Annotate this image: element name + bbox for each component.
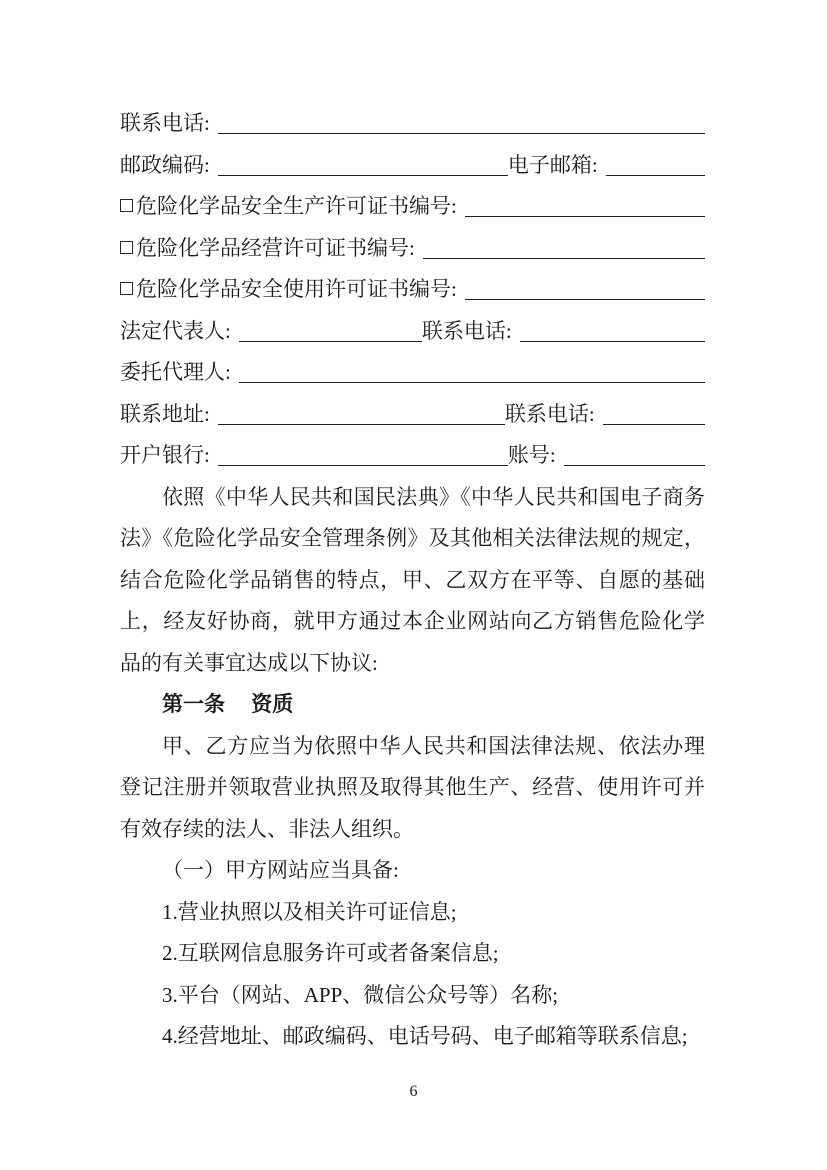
list-item: 1.营业执照以及相关许可证信息; (162, 899, 457, 924)
section-number: 第一条 (162, 692, 225, 716)
field-label: 委托代理人: (120, 360, 231, 384)
blank-line[interactable] (423, 258, 705, 259)
blank-line[interactable] (218, 133, 705, 134)
form-row-agent (120, 352, 705, 394)
form-row-address-phone (120, 394, 705, 436)
blank-line[interactable] (606, 175, 705, 176)
form-row-use-license (120, 269, 705, 311)
field-label: 账号: (507, 443, 556, 467)
blank-line[interactable] (218, 465, 508, 466)
blank-line[interactable] (465, 299, 705, 300)
field-label: 电子邮箱: (507, 152, 598, 177)
field-label: 法定代表人: (120, 318, 231, 343)
checkbox[interactable] (120, 241, 133, 254)
list-item: 2.互联网信息服务许可或者备案信息; (162, 941, 499, 965)
blank-line[interactable] (218, 424, 505, 425)
blank-line[interactable] (218, 175, 508, 176)
field-label: 开户银行: (120, 443, 210, 467)
field-label: 联系地址: (120, 401, 210, 426)
checkbox[interactable] (120, 199, 133, 212)
form-row-operation-license (120, 228, 705, 270)
form-row-production-license (120, 186, 705, 228)
section-heading (120, 684, 705, 726)
form-row-bank-account (120, 435, 705, 477)
blank-line[interactable] (239, 382, 705, 383)
blank-line[interactable] (564, 465, 705, 466)
section-title: 资质 (251, 692, 294, 716)
page-number: 6 (409, 1083, 418, 1100)
intro-paragraph: 依照《中华人民共和国民法典》《中华人民共和国电子商务法》《危险化学品安全管理条例》及其他相关法律法规的规定，结合危险化学品销售的特点，甲、乙双方在平等、自愿的基础上，经友好协商，就甲方通过本企业网站向乙方销售危险化学品的有关事宜达成以下协议: (120, 484, 705, 675)
page-content (120, 103, 705, 1058)
field-label: 联系电话: (504, 401, 595, 426)
field-label: 危险化学品安全生产许可证书编号: (136, 194, 457, 218)
blank-line[interactable] (520, 341, 705, 342)
blank-line[interactable] (465, 216, 705, 217)
blank-line[interactable] (603, 424, 705, 425)
section-paragraph: 甲、乙方应当为依照中华人民共和国法律法规、依法办理登记注册并领取营业执照及取得其他生产、经营、使用许可并有效存续的法人、非法人组织。 (120, 733, 705, 841)
field-label: 联系电话: (421, 318, 512, 343)
form-row-phone (120, 103, 705, 145)
list-item: （一）甲方网站应当具备: (162, 858, 399, 882)
list-item: 3.平台（网站、APP、微信公众号等）名称; (162, 982, 559, 1007)
field-label: 联系电话: (120, 111, 210, 135)
blank-line[interactable] (239, 341, 422, 342)
list-item: 4.经营地址、邮政编码、电话号码、电子邮箱等联系信息; (162, 1024, 688, 1048)
field-label: 邮政编码: (120, 152, 210, 177)
field-label: 危险化学品安全使用许可证书编号: (136, 277, 457, 301)
form-row-legal-representative (120, 311, 705, 353)
checkbox[interactable] (120, 282, 133, 295)
field-label: 危险化学品经营许可证书编号: (136, 235, 415, 260)
form-row-postcode-email (120, 145, 705, 187)
